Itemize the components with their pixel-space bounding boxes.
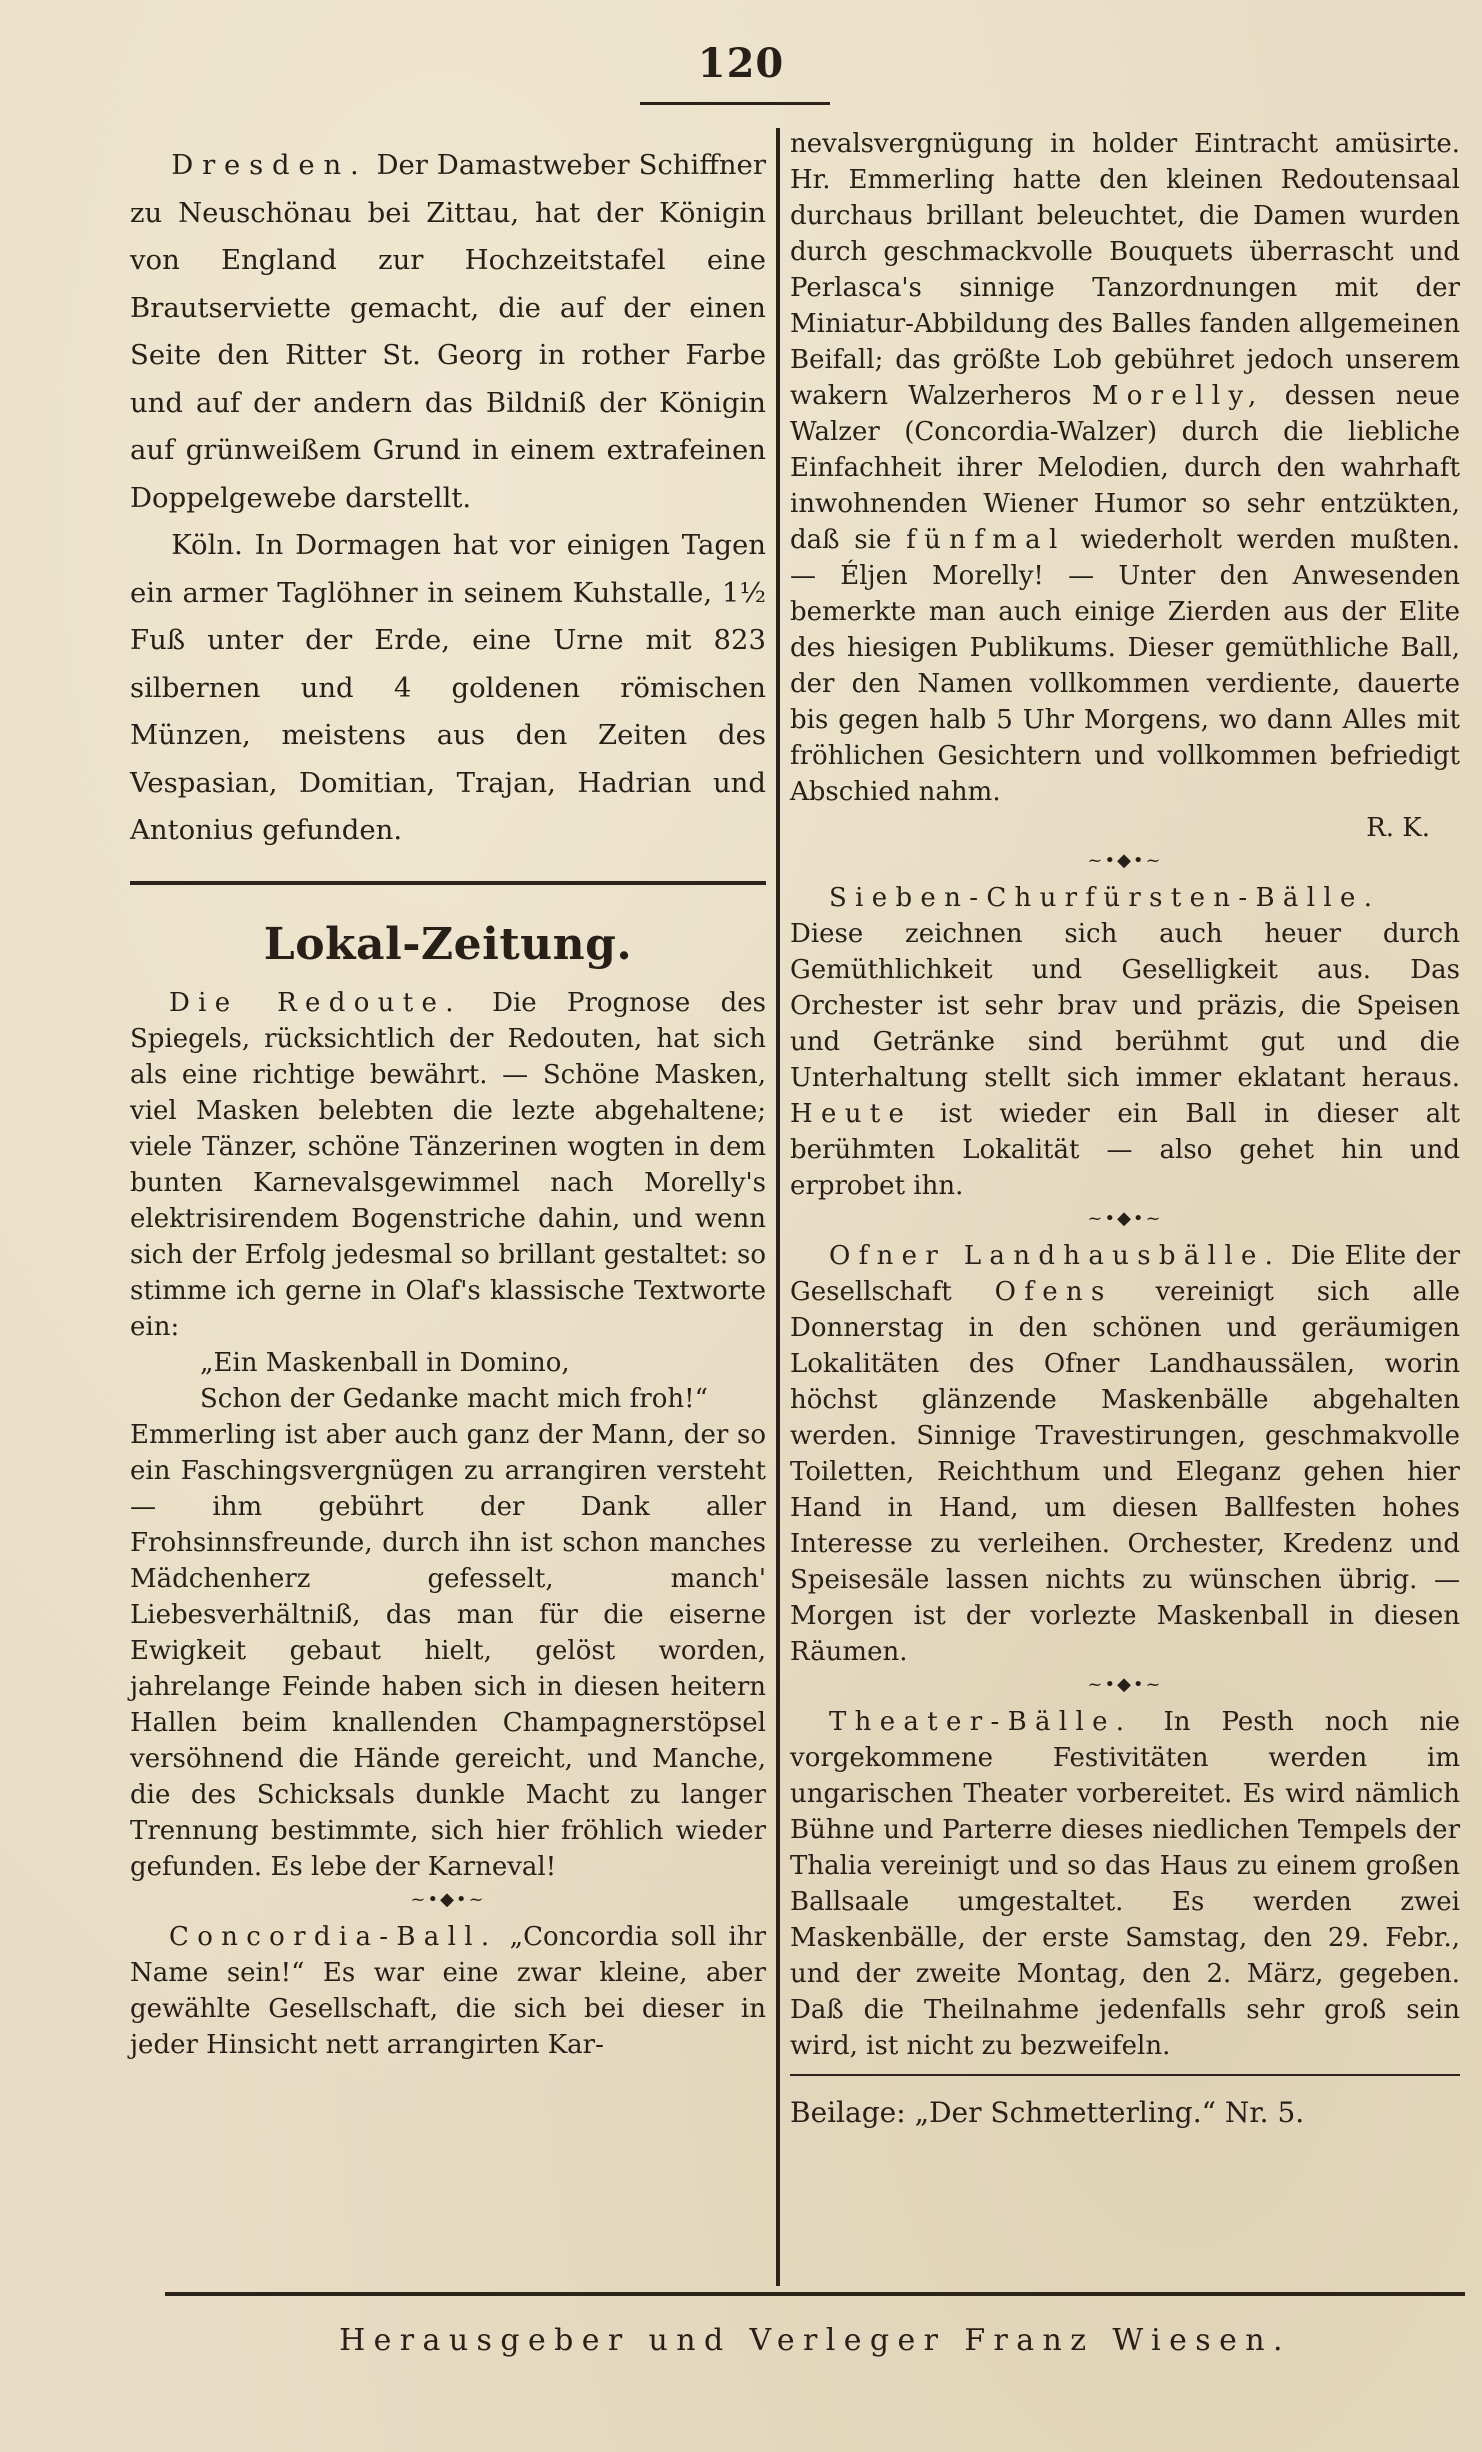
right-column	[790, 126, 1460, 2136]
sieben-text: Diese zeichnen sich auch heuer durch Gemüthlichkeit und Geselligkeit aus. Das Orchester ist sehr brav und präzis, die Speisen und Getränke sind berühmt gut und die Unterhaltung stellt sich immer eklatant heraus.	[790, 919, 1460, 1093]
concordia-continuation	[790, 126, 1460, 810]
concordia-cont-text-4: — Unter den Anwesenden bemerkte man auch einige Zierden aus der Elite des hiesigen Publikums. Dieser gemüthliche Ball, der den Namen vollkommen verdiente, dauerte bis gegen halb 5 Uhr Morgens, wo dann Alles mit fröhlichen Gesichtern und vollkommen befriedigt Abschied nahm.	[790, 561, 1461, 807]
concordia-lead: Concordia-Ball.	[169, 1921, 498, 1952]
article-concordia	[130, 1919, 766, 2063]
sieben-text-2: ist wieder ein Ball in dieser alt berühmten Lokalität — also gehet hin und erprobet ihn.	[790, 1099, 1460, 1201]
article-sieben-churfuersten	[790, 880, 1460, 1204]
redoute-lead: Die Redoute.	[169, 987, 462, 1018]
ornament-divider: ~•◆•~	[1087, 850, 1163, 871]
ofner-lead: Ofner Landhausbälle.	[829, 1241, 1282, 1271]
article-dresden	[130, 142, 766, 522]
theater-lead: Theater-Bälle.	[829, 1707, 1133, 1737]
concordia-text: „Concordia soll ihr Name sein!“ Es war eine zwar kleine, aber gewählte Gesellschaft, die sich bei dieser in jeder Hinsicht nett arrangirten Kar-	[130, 1921, 767, 2060]
article-ofner-landhaus	[790, 1238, 1460, 1670]
concordia-cont-text-2: dessen neue Walzer (Concordia-Walzer) durch die liebliche Einfachheit ihrer Melodien, durch den wahrhaft inwohnenden Wiener Humor so sehr entzükten, daß sie	[790, 381, 1461, 555]
concordia-cont-text-3: wiederholt werden mußten. —	[790, 525, 1460, 591]
supplement-rule	[790, 2074, 1460, 2076]
publisher-imprint: Herausgeber und Verleger Franz Wiesen.	[339, 2323, 1291, 2358]
redoute-continuation: Emmerling ist aber auch ganz der Mann, der so ein Faschingsvergnügen zu arrangiren versteht — ihm gebührt der Dank aller Frohsinnsfreunde, durch ihn ist schon manches Mädchenherz gefesselt, manch' Liebesverhältniß, das man für die eiserne Ewigkeit gebaut hielt, gelöst worden, jahrelange Feinde haben sich in diesen heitern Hallen beim knallenden Champagnerstöpsel versöhnend die Hände gereicht, und Manche, die des Schicksals dunkle Macht zu langer Trennung bestimmte, sich hier fröhlich wieder gefunden. Es lebe der Karneval!	[130, 1419, 766, 1882]
page-number: 120	[697, 40, 785, 87]
supplement-note: Beilage: „Der Schmetterling.“ Nr. 5.	[790, 2096, 1305, 2129]
ofner-text-2: vereinigt sich alle Donnerstag in den schönen und geräumigen Lokalitäten des Ofner Landhaussälen, worin höchst glänzende Maskenbälle abgehalten werden. Sinnige Travestirungen, geschmakvolle Toiletten, Reichthum und Eleganz gehen hier Hand in Hand, um diesen Ballfesten hohes Interesse zu verleihen. Orchester, Kredenz und Speisesäle lassen nichts zu wünschen übrig. — Morgen ist der vorlezte Maskenball in diesen Räumen.	[790, 1277, 1461, 1667]
article-koeln	[130, 522, 766, 855]
dresden-text: Der Damastweber Schiffner zu Neuschönau bei Zittau, hat der Königin von England zur Hochzeitstafel eine Brautserviette gemacht, die auf der einen Seite den Ritter St. Georg in rother Farbe und auf der andern das Bildniß der Königin auf grünweißem Grund in einem extrafeinen Doppelgewebe darstellt.	[130, 149, 766, 514]
column-divider	[776, 128, 780, 2286]
heute-word: Heute	[790, 1099, 913, 1129]
theater-text: In Pesth noch nie vorgekommene Festivitäten werden im ungarischen Theater vorbereitet. Es wird nämlich Bühne und Parterre dieses niedlichen Tempels der Thalia vereinigt und so das Haus zu einem großen Ballsaale umgestaltet. Es werden zwei Maskenbälle, der erste Samstag, den 29. Febr., und der zweite Montag, den 2. März, gegeben. Daß die Theilnahme jedenfalls sehr groß sein wird, ist nicht zu bezweifeln.	[790, 1707, 1460, 2061]
concordia-cont-text: nevalsvergnügung in holder Eintracht amüsirte. Hr. Emmerling hatte den kleinen Redoutensaal durchaus brillant beleuchtet, die Damen wurden durch geschmackvolle Bouquets überrascht und Perlasca's sinnige Tanzordnungen mit der Miniatur-Abbildung des Balles fanden allgemeinen Beifall; das größte Lob gebühret jedoch unserem wakern Walzerheros	[790, 129, 1460, 411]
section-divider	[130, 881, 766, 885]
ornament-divider: ~•◆•~	[1087, 1674, 1163, 1695]
ornament-divider: ~•◆•~	[410, 1888, 486, 1910]
article-theater-baelle	[790, 1704, 1460, 2064]
footer-rule	[165, 2292, 1465, 2296]
article-redoute	[130, 985, 766, 1345]
redoute-text: Die Prognose des Spiegels, rücksichtlich der Redouten, hat sich als eine richtige bewährt. — Schöne Masken, viel Masken belebten die lezte abgehaltene; viele Tänzer, schöne Tänzerinen wogten in dem bunten Karnevalsgewimmel nach Morelly's elektrisirendem Bogenstriche dahin, und wenn sich der Erfolg jedesmal so brillant gestaltet: so stimme ich gerne in Olaf's klassische Textworte ein:	[130, 987, 766, 1342]
morelly-name: Morelly,	[1091, 381, 1265, 411]
left-column	[130, 142, 766, 2063]
author-signature: R. K.	[1366, 813, 1430, 843]
ornament-divider: ~•◆•~	[1087, 1208, 1163, 1229]
verse-line-1: „Ein Maskenball in Domino,	[200, 1347, 570, 1378]
dateline-dresden: Dresden.	[171, 149, 368, 181]
section-title: Lokal-Zeitung.	[263, 918, 633, 970]
page-number-rule	[640, 102, 830, 105]
sieben-lead: Sieben-Churfürsten-Bälle.	[829, 883, 1381, 913]
ofens-word: Ofens	[994, 1277, 1113, 1307]
eljen-exclamation: Éljen Morelly!	[840, 561, 1044, 591]
fuenfmal-word: fünfmal	[906, 525, 1066, 555]
verse-line-2: Schon der Gedanke macht mich froh!“	[200, 1383, 708, 1414]
dateline-koeln: Köln.	[171, 529, 243, 561]
koeln-text: In Dormagen hat vor einigen Tagen ein armer Taglöhner in seinem Kuhstalle, 1½ Fuß unter der Erde, eine Urne mit 823 silbernen und 4 goldenen römischen Münzen, meistens aus den Zeiten des Vespasian, Domitian, Trajan, Hadrian und Antonius gefunden.	[130, 529, 766, 846]
ofner-text: Die Elite der Gesellschaft	[790, 1241, 1460, 1307]
